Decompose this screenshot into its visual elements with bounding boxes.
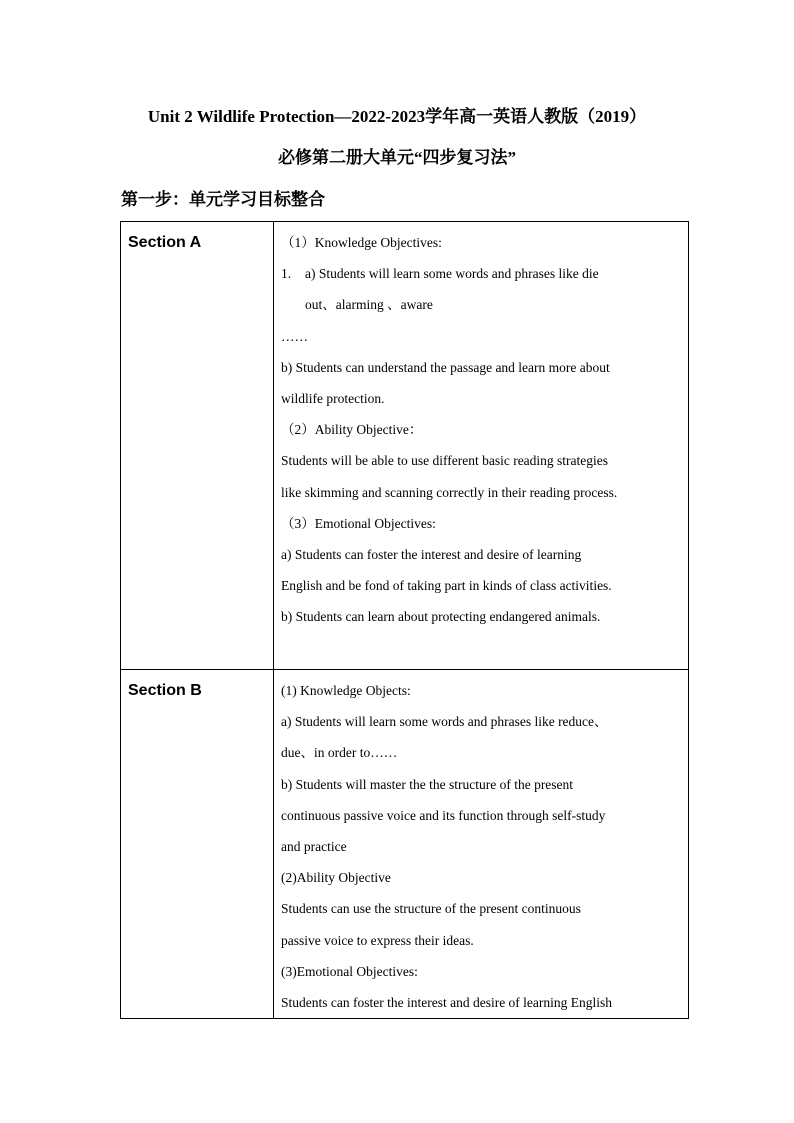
objective-line: passive voice to express their ideas. (281, 932, 474, 948)
objective-heading: (2)Ability Objective (281, 870, 391, 886)
objective-heading: （3）Emotional Objectives: (281, 515, 436, 531)
list-number: 1. (281, 266, 292, 282)
section-a-content (274, 222, 689, 670)
objective-line: due、in order to…… (281, 745, 398, 761)
objective-line: b) Students will master the the structure of the present (281, 776, 574, 792)
document-title-line-2: 必修第二册大单元“四步复习法” (278, 148, 516, 167)
objective-line: Students can use the structure of the present continuous (281, 901, 581, 917)
objective-line: out、alarming 、aware (305, 297, 433, 313)
objective-heading: (3)Emotional Objectives: (281, 963, 418, 979)
objective-heading: (1) Knowledge Objects: (281, 683, 411, 698)
objective-line: wildlife protection. (281, 391, 385, 407)
objective-line: b) Students can understand the passage and learn more about (281, 359, 610, 375)
objective-line: （1）Knowledge Objectives: (281, 235, 442, 250)
objectives-table (120, 221, 689, 1019)
objective-line: b) Students can learn about protecting endangered animals. (281, 609, 601, 625)
section-b-content (274, 670, 689, 1019)
objective-line: a) Students will learn some words and phrases like reduce、 (281, 714, 608, 730)
objective-line: like skimming and scanning correctly in their reading process. (281, 484, 618, 500)
section-label-cell (121, 222, 274, 670)
step-heading: 第一步：单元学习目标整合 (121, 190, 325, 209)
objective-line: English and be fond of taking part in kinds of class activities. (281, 578, 612, 594)
section-b-label: Section B (128, 682, 202, 699)
objective-line: a) Students can foster the interest and desire of learning (281, 547, 582, 563)
section-a-label: Section A (128, 234, 202, 251)
ellipsis-line: …… (281, 328, 308, 344)
objective-line: Students will be able to use different basic reading strategies (281, 453, 609, 469)
objective-line (281, 258, 682, 289)
objective-line: continuous passive voice and its function through self-study (281, 807, 606, 823)
objective-line: and practice (281, 839, 347, 855)
objective-text: a) Students will learn some words and phrases like die (305, 266, 599, 282)
section-label-cell (121, 670, 274, 1019)
table-row-section-a (121, 222, 689, 670)
objective-line: Students can foster the interest and desire of learning English (281, 995, 613, 1011)
table-row-section-b (121, 670, 689, 1019)
document-title-line-1: Unit 2 Wildlife Protection—2022-2023学年高一英语人教版（2019） (147, 107, 647, 126)
objective-heading: （2）Ability Objective： (281, 422, 423, 438)
